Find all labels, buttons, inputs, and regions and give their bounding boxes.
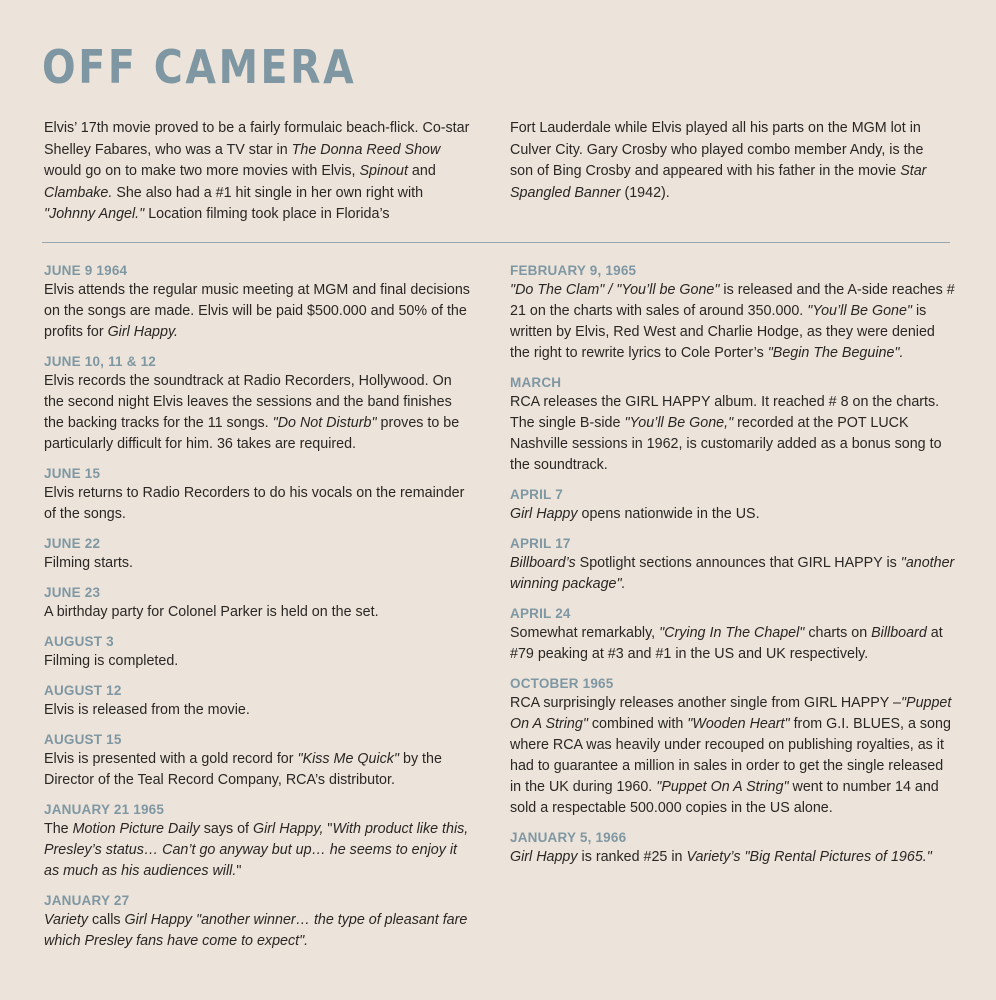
timeline-entry: [44, 535, 474, 574]
italic-text: "Big Rental Pictures of 1965.": [740, 849, 932, 865]
section-divider: [42, 242, 950, 243]
italic-text: "Crying In The Chapel": [659, 625, 805, 641]
entry-text: [44, 553, 474, 574]
entry-date: FEBRUARY 9, 1965: [510, 263, 637, 278]
text-run: charts on: [804, 625, 872, 641]
text-run: would go on to make two more movies with Elvis,: [44, 163, 360, 179]
entry-text: [510, 693, 956, 819]
text-run: Filming starts.: [44, 555, 133, 571]
timeline-entry: [510, 262, 956, 364]
italic-text: "You’ll Be Gone": [807, 303, 912, 319]
entry-text: [510, 504, 956, 525]
text-run: ": [323, 821, 333, 837]
timeline-entry: [44, 801, 474, 882]
text-run: Elvis’ 17th movie proved to be a fairly formulaic beach-flick. Co-star Shelley Fabares, who was a TV star in: [44, 120, 470, 158]
entry-text: [44, 602, 474, 623]
italic-text: "Kiss Me Quick": [297, 751, 400, 767]
italic-text: Girl Happy "another winner… the type of pleasant fare which Presley fans have come to expect".: [44, 912, 468, 949]
italic-text: Billboard’s: [510, 555, 576, 571]
entry-date: JUNE 10, 11 & 12: [44, 354, 157, 369]
italic-text: Billboard: [871, 625, 927, 641]
text-run: (1942).: [620, 184, 670, 201]
timeline-entry: [44, 262, 474, 343]
entry-text: [44, 749, 474, 791]
text-run: A birthday party for Colonel Parker is held on the set.: [44, 604, 379, 620]
entry-date: AUGUST 3: [44, 634, 114, 649]
timeline-entry: [510, 374, 956, 476]
text-run: Elvis returns to Radio Recorders to do his vocals on the remainder of the songs.: [44, 485, 465, 522]
entry-text: [510, 553, 956, 595]
italic-text: "Begin The Beguine".: [767, 345, 904, 361]
entry-text: [44, 700, 474, 721]
italic-text: The Donna Reed Show: [291, 141, 441, 158]
text-run: Elvis is released from the movie.: [44, 702, 250, 718]
italic-text: Variety: [44, 912, 88, 928]
text-run: Filming is completed.: [44, 653, 179, 669]
entry-date: AUGUST 15: [44, 732, 122, 747]
italic-text: "Puppet On A String": [510, 695, 952, 732]
text-run: combined with: [587, 716, 688, 732]
entry-date: JANUARY 5, 1966: [510, 830, 627, 845]
text-run: by the Director of the Teal Record Company, RCA’s distributor.: [44, 751, 442, 788]
entry-date: JUNE 23: [44, 585, 101, 600]
text-run: opens nationwide in the US.: [577, 506, 760, 522]
page-title: OFF CAMERA: [42, 40, 357, 94]
text-run: ": [236, 863, 242, 879]
text-run: calls: [87, 912, 125, 928]
italic-text: "Do The Clam" / "You’ll be Gone": [510, 282, 720, 298]
text-run: RCA surprisingly releases another single from GIRL HAPPY –: [510, 695, 901, 711]
italic-text: "another winning package".: [510, 555, 955, 592]
entry-text: [510, 623, 956, 665]
text-run: Somewhat remarkably,: [510, 625, 660, 641]
timeline-entry: [44, 682, 474, 721]
italic-text: Girl Happy: [510, 849, 578, 865]
italic-text: Girl Happy,: [253, 821, 324, 837]
italic-text: Star Spangled Banner: [510, 163, 927, 201]
timeline-column-left: [44, 262, 474, 962]
italic-text: With product like this, Presley’s status… Can’t go anyway but up… he seems to enjoy it as much as his audiences will.: [44, 821, 469, 879]
entry-text: [510, 392, 956, 476]
text-run: Elvis is presented with a gold record for: [44, 751, 298, 767]
timeline-entry: [510, 829, 956, 868]
text-run: Elvis attends the regular music meeting at MGM and final decisions on the songs are made. Elvis will be paid $500.000 and 50% of the profits for: [44, 282, 470, 340]
timeline-entry: [510, 535, 956, 595]
text-run: Fort Lauderdale while Elvis played all his parts on the MGM lot in Culver City. Gary Crosby who played combo member Andy, is the son of Bing Crosby and appeared with his father in the movie: [510, 120, 924, 179]
entry-date: APRIL 7: [510, 487, 563, 502]
text-run: went to number 14 and sold a respectable 500.000 copies in the US alone.: [510, 779, 939, 816]
entry-text: [44, 280, 474, 343]
italic-text: "You’ll Be Gone,": [624, 415, 734, 431]
entry-date: MARCH: [510, 375, 562, 390]
italic-text: Girl Happy: [510, 506, 578, 522]
italic-text: "Do Not Disturb": [272, 415, 377, 431]
entry-date: AUGUST 12: [44, 683, 122, 698]
italic-text: "Puppet On A String": [656, 779, 789, 795]
italic-text: "Wooden Heart": [687, 716, 790, 732]
entry-text: [44, 910, 474, 952]
entry-date: APRIL 24: [510, 606, 571, 621]
entry-text: [510, 847, 956, 868]
text-run: and: [407, 163, 436, 179]
intro-right: [510, 118, 950, 204]
text-run: is released and the A-side reaches # 21 on the charts with sales of around 350.000.: [510, 282, 955, 319]
timeline-entry: [44, 584, 474, 623]
italic-text: Variety’s: [686, 849, 741, 865]
italic-text: "Johnny Angel.": [44, 206, 145, 222]
timeline-entry: [44, 633, 474, 672]
timeline-entry: [510, 675, 956, 819]
entry-date: APRIL 17: [510, 536, 571, 551]
text-run: Spotlight sections announces that GIRL HAPPY is: [575, 555, 901, 571]
intro-left: [44, 118, 474, 226]
text-run: Location filming took place in Florida’s: [144, 206, 390, 222]
text-run: at #79 peaking at #3 and #1 in the US and UK respectively.: [510, 625, 943, 662]
text-run: from G.I. BLUES, a song where RCA was heavily under recouped on publishing royalties, as it had to guarantee a million in sales in order to get the single released in the UK during 1960.: [510, 716, 951, 795]
timeline-entry: [44, 892, 474, 952]
text-run: recorded at the POT LUCK Nashville sessions in 1962, is customarily added as a bonus song to the soundtrack.: [510, 415, 942, 473]
entry-text: [44, 371, 474, 455]
entry-date: JANUARY 21 1965: [44, 802, 165, 817]
entry-date: JUNE 15: [44, 466, 101, 481]
text-run: says of: [199, 821, 253, 837]
text-run: RCA releases the GIRL HAPPY album. It reached # 8 on the charts. The single B-side: [510, 394, 940, 431]
timeline-entry: [510, 605, 956, 665]
italic-text: Clambake.: [44, 184, 113, 201]
text-run: is written by Elvis, Red West and Charlie Hodge, as they were denied the right to rewrite lyrics to Cole Porter’s: [510, 303, 935, 361]
italic-text: Spinout: [359, 163, 408, 179]
entry-text: [510, 280, 956, 364]
timeline-entry: [44, 465, 474, 525]
entry-date: JANUARY 27: [44, 893, 130, 908]
timeline-column-right: [510, 262, 956, 878]
timeline-entry: [510, 486, 956, 525]
italic-text: Motion Picture Daily: [72, 821, 200, 837]
entry-date: JUNE 9 1964: [44, 263, 128, 278]
entry-date: JUNE 22: [44, 536, 101, 551]
text-run: Elvis records the soundtrack at Radio Recorders, Hollywood. On the second night Elvis leaves the sessions and the band finishes the backing tracks for the 11 songs.: [44, 373, 452, 431]
timeline-entry: [44, 353, 474, 455]
text-run: proves to be particularly difficult for him. 36 takes are required.: [44, 415, 460, 452]
text-run: She also had a #1 hit single in her own right with: [112, 184, 424, 201]
entry-text: [44, 819, 474, 882]
text-run: is ranked #25 in: [577, 849, 687, 865]
entry-text: [44, 651, 474, 672]
entry-date: OCTOBER 1965: [510, 676, 614, 691]
entry-text: [44, 483, 474, 525]
timeline-entry: [44, 731, 474, 791]
italic-text: Girl Happy.: [107, 324, 179, 340]
text-run: The: [44, 821, 73, 837]
